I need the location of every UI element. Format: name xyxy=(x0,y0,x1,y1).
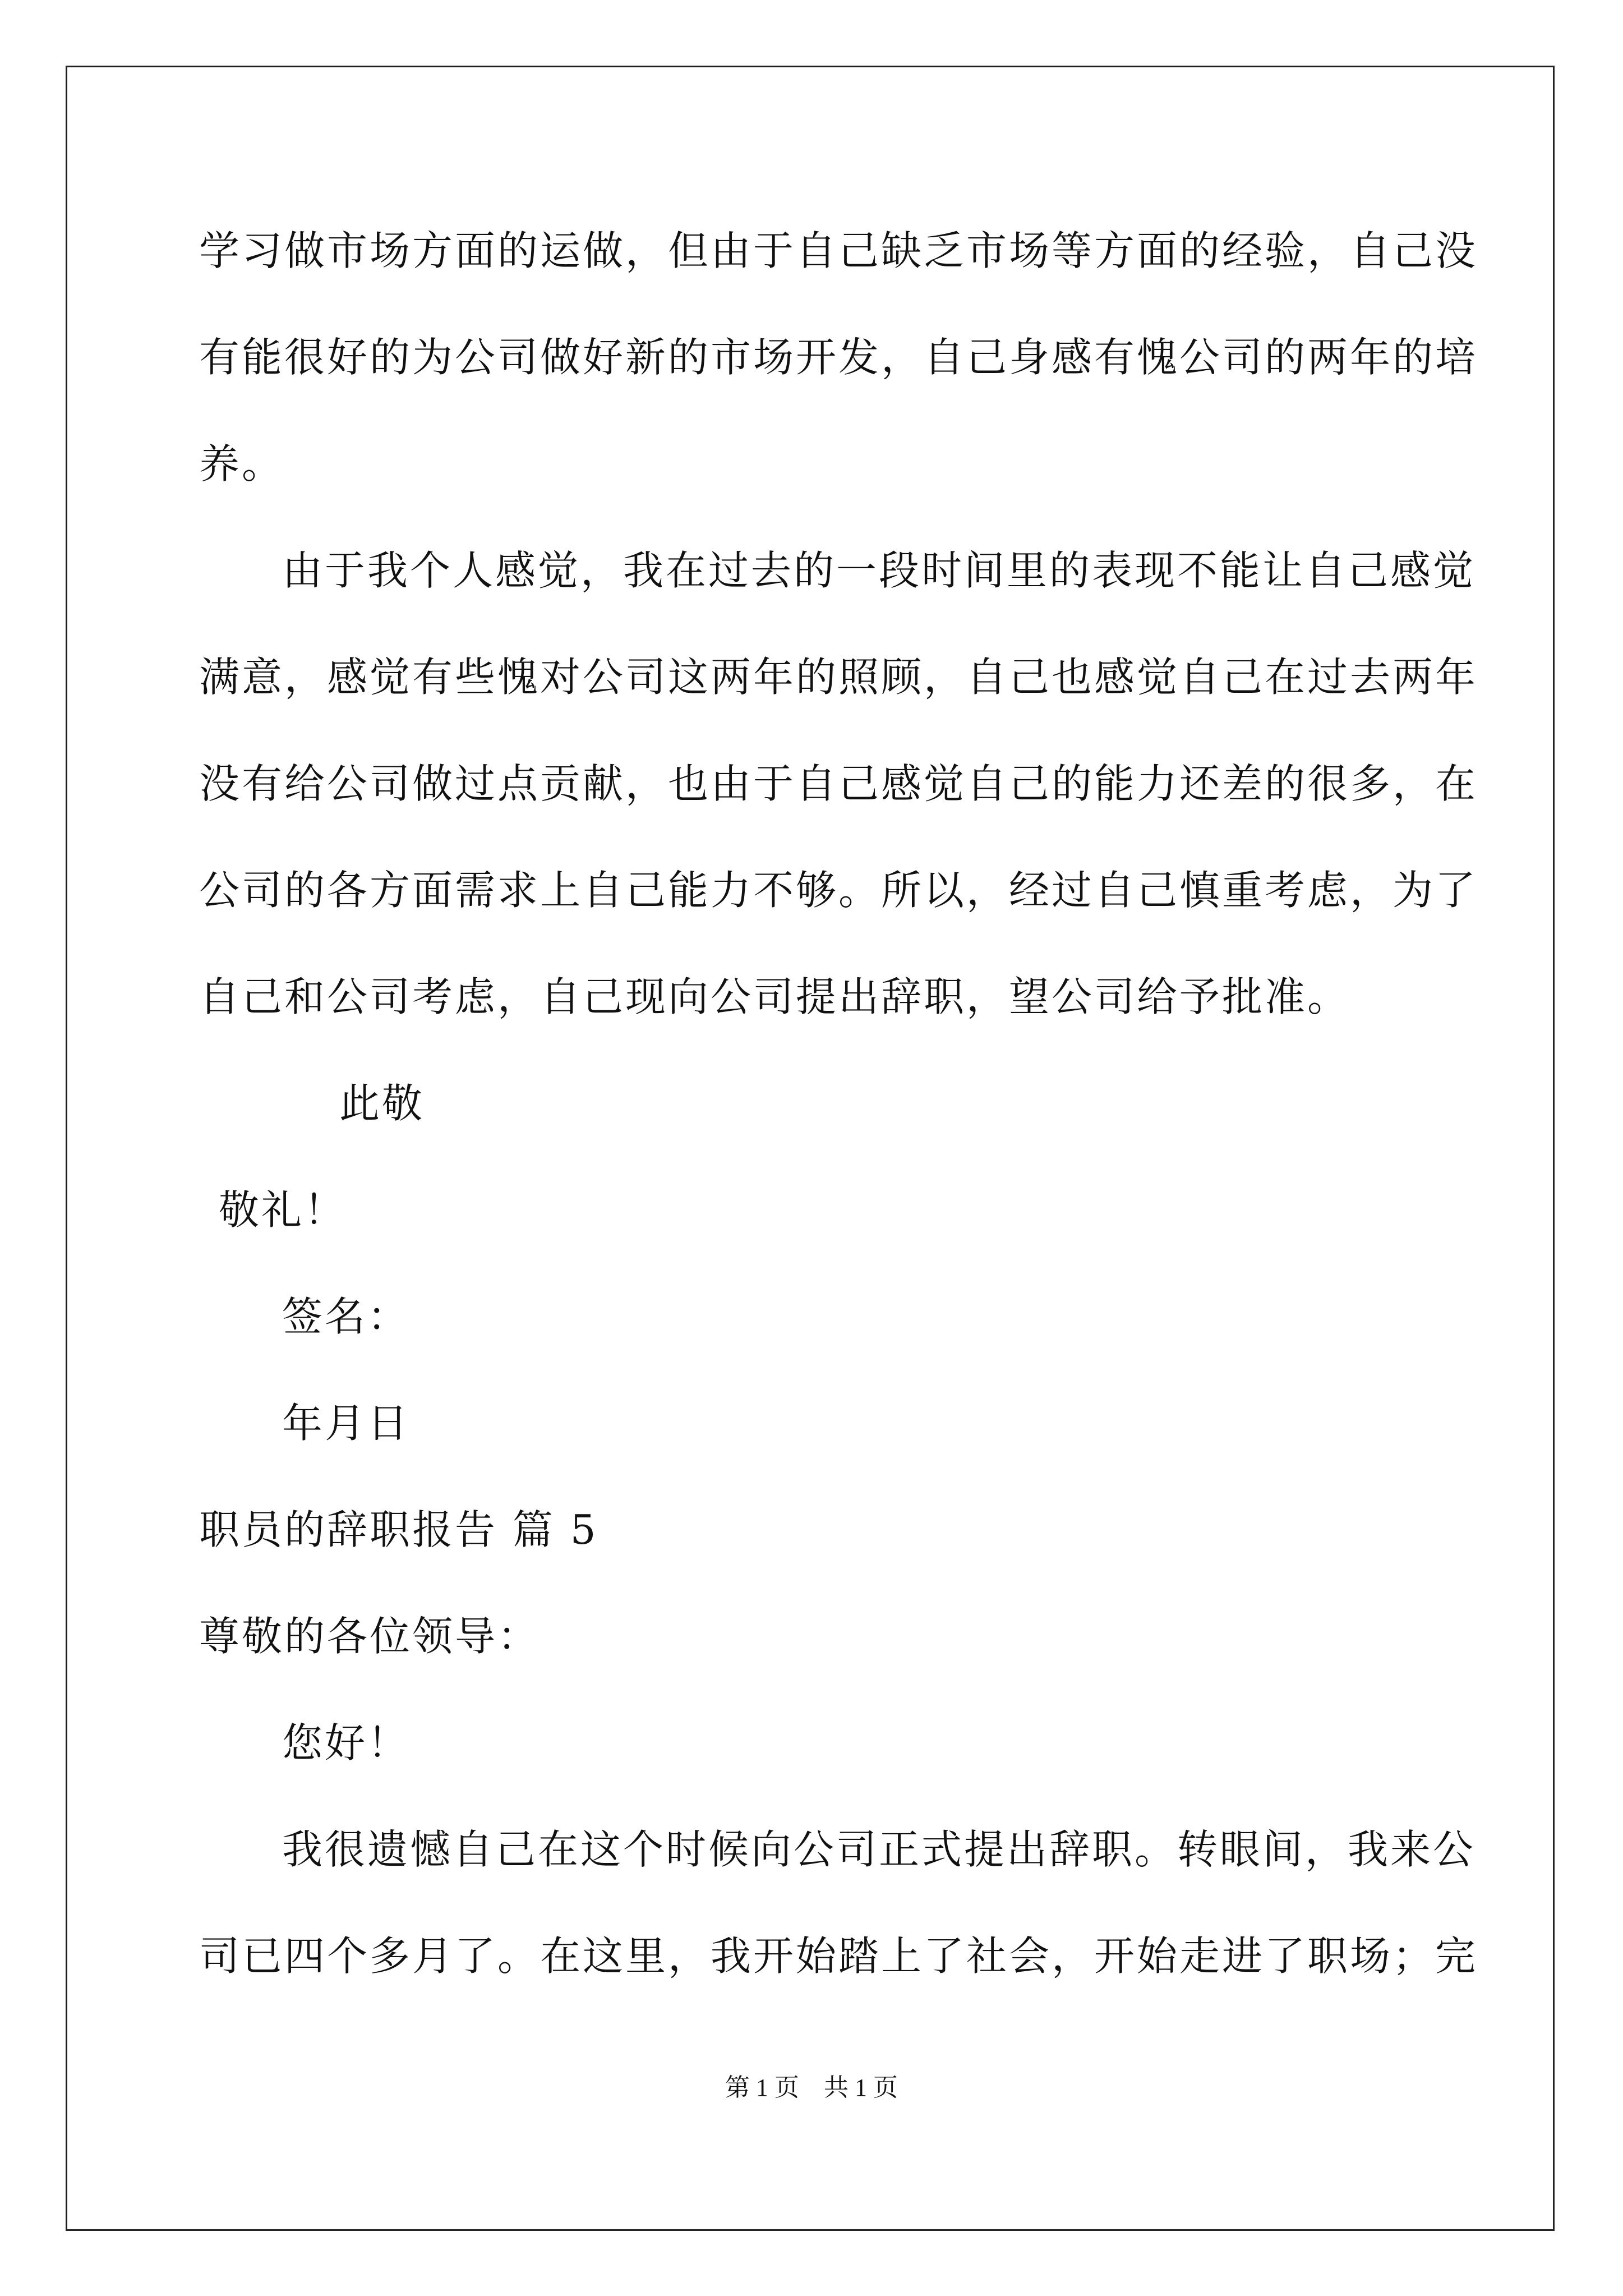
closing-line: 此敬 xyxy=(339,1080,425,1127)
paragraph-line: 有能很好的为公司做好新的市场开发，自己身感有愧公司的两年的培 xyxy=(199,334,1478,381)
greeting-line: 您好！ xyxy=(282,1719,411,1766)
page-border xyxy=(66,66,1555,2231)
date-label: 年月日 xyxy=(282,1400,411,1447)
paragraph-line: 养。 xyxy=(199,440,285,487)
paragraph-line: 由于我个人感觉，我在过去的一段时间里的表现不能让自己感觉 xyxy=(282,547,1476,594)
greeting-line: 尊敬的各位领导： xyxy=(199,1613,541,1660)
page-footer: 第 1 页 共 1 页 xyxy=(725,2074,898,2101)
paragraph-line: 没有给公司做过点贡献，也由于自己感觉自己的能力还差的很多，在 xyxy=(199,760,1478,807)
signature-label: 签名： xyxy=(282,1293,411,1340)
paragraph-line: 自己和公司考虑，自己现向公司提出辞职，望公司给予批准。 xyxy=(199,973,1350,1020)
paragraph-line: 满意，感觉有些愧对公司这两年的照顾，自己也感觉自己在过去两年 xyxy=(199,654,1478,701)
paragraph-line: 我很遗憾自己在这个时候向公司正式提出辞职。转眼间，我来公 xyxy=(282,1826,1476,1873)
section-heading: 职员的辞职报告 篇 5 xyxy=(199,1506,598,1553)
paragraph-line: 学习做市场方面的运做，但由于自己缺乏市场等方面的经验，自己没 xyxy=(199,227,1478,274)
salutation-line: 敬礼！ xyxy=(219,1186,347,1234)
paragraph-line: 司已四个多月了。在这里，我开始踏上了社会，开始走进了职场；完 xyxy=(199,1932,1478,1980)
paragraph-line: 公司的各方面需求上自己能力不够。所以，经过自己慎重考虑，为了 xyxy=(199,867,1478,914)
